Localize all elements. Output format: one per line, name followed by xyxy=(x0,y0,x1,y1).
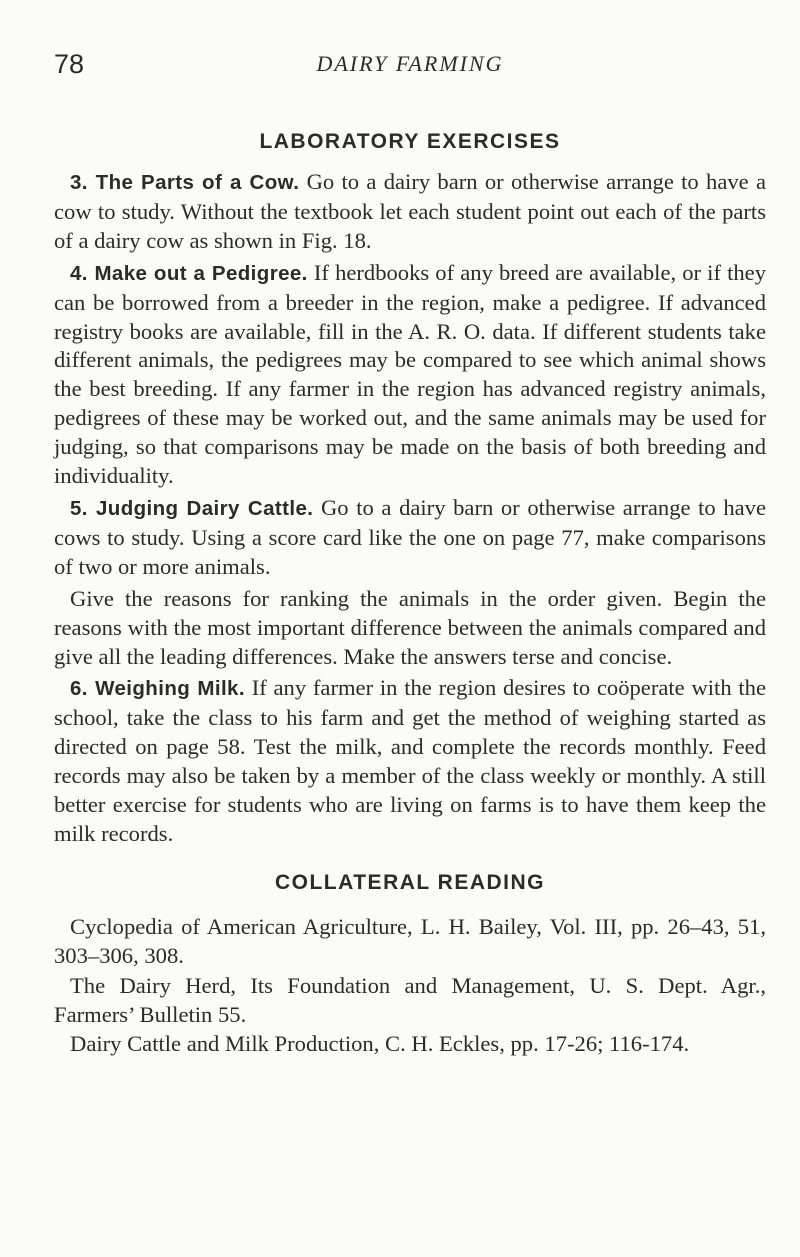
exercise-paragraph xyxy=(54,494,766,582)
exercise-body: If any farmer in the region desires to coöperate with the school, take the class to his farm and get the method of weighing started as directed on page 58. Test the milk, and complete the records monthly. Feed records may also be taken by a member of the class weekly or monthly. A still better exercise for students who are living on farms is to have them keep the milk records. xyxy=(54,675,766,846)
reference-item: Dairy Cattle and Milk Production, C. H. Eckles, pp. 17-26; 116-174. xyxy=(70,1031,690,1057)
exercise-title: 3. The Parts of a Cow. xyxy=(70,171,300,194)
exercise-body: If herdbooks of any breed are available, or if they can be borrowed from a breeder in the region, make a pedigree. If advanced registry books are available, fill in the A. R. O. data. If different students take different animals, the pedigrees may be compared to see which animal shows the best breeding. If any farmer in the region has advanced registry animals, pedigrees of these may be worked out, and the same animals may be used for judging, so that comparisons may be made on the basis of both breeding and individuality. xyxy=(54,259,766,489)
collateral-heading: COLLATERAL READING xyxy=(274,870,546,894)
reference-item: The Dairy Herd, Its Foundation and Management, U. S. Dept. Agr., Farmers’ Bulletin 55. xyxy=(54,972,766,1027)
exercise-title: 5. Judging Dairy Cattle. xyxy=(70,496,314,520)
exercise-body: Give the reasons for ranking the animals in the order given. Begin the reasons with the most important difference between the animals compared and give all the leading differences. Make the answers terse and concise. xyxy=(54,585,766,669)
exercise-body: Go to a dairy barn or otherwise arrange to have a cow to study. Without the textbook let each student point out each of the parts of a dairy cow as shown in Fig. 18. xyxy=(54,169,766,253)
page-number: 78 xyxy=(54,49,85,79)
exercise-body: Go to a dairy barn or otherwise arrange to have cows to study. Using a score card like the one on page 77, make comparisons of two or more animals. xyxy=(54,494,766,579)
exercise-paragraph xyxy=(54,585,766,672)
exercise-title: 6. Weighing Milk. xyxy=(70,677,245,701)
exercise-paragraph xyxy=(54,674,766,848)
exercise-paragraph xyxy=(54,168,766,256)
exercise-title: 4. Make out a Pedigree. xyxy=(70,261,308,285)
reference-item: Cyclopedia of American Agriculture, L. H. Bailey, Vol. III, pp. 26–43, 51, 303–306, 308. xyxy=(54,913,766,968)
running-head xyxy=(54,46,766,82)
laboratory-heading: LABORATORY EXERCISES xyxy=(259,130,561,153)
exercise-paragraph xyxy=(54,259,766,491)
running-title: DAIRY FARMING xyxy=(316,51,504,76)
book-page xyxy=(54,46,766,1059)
